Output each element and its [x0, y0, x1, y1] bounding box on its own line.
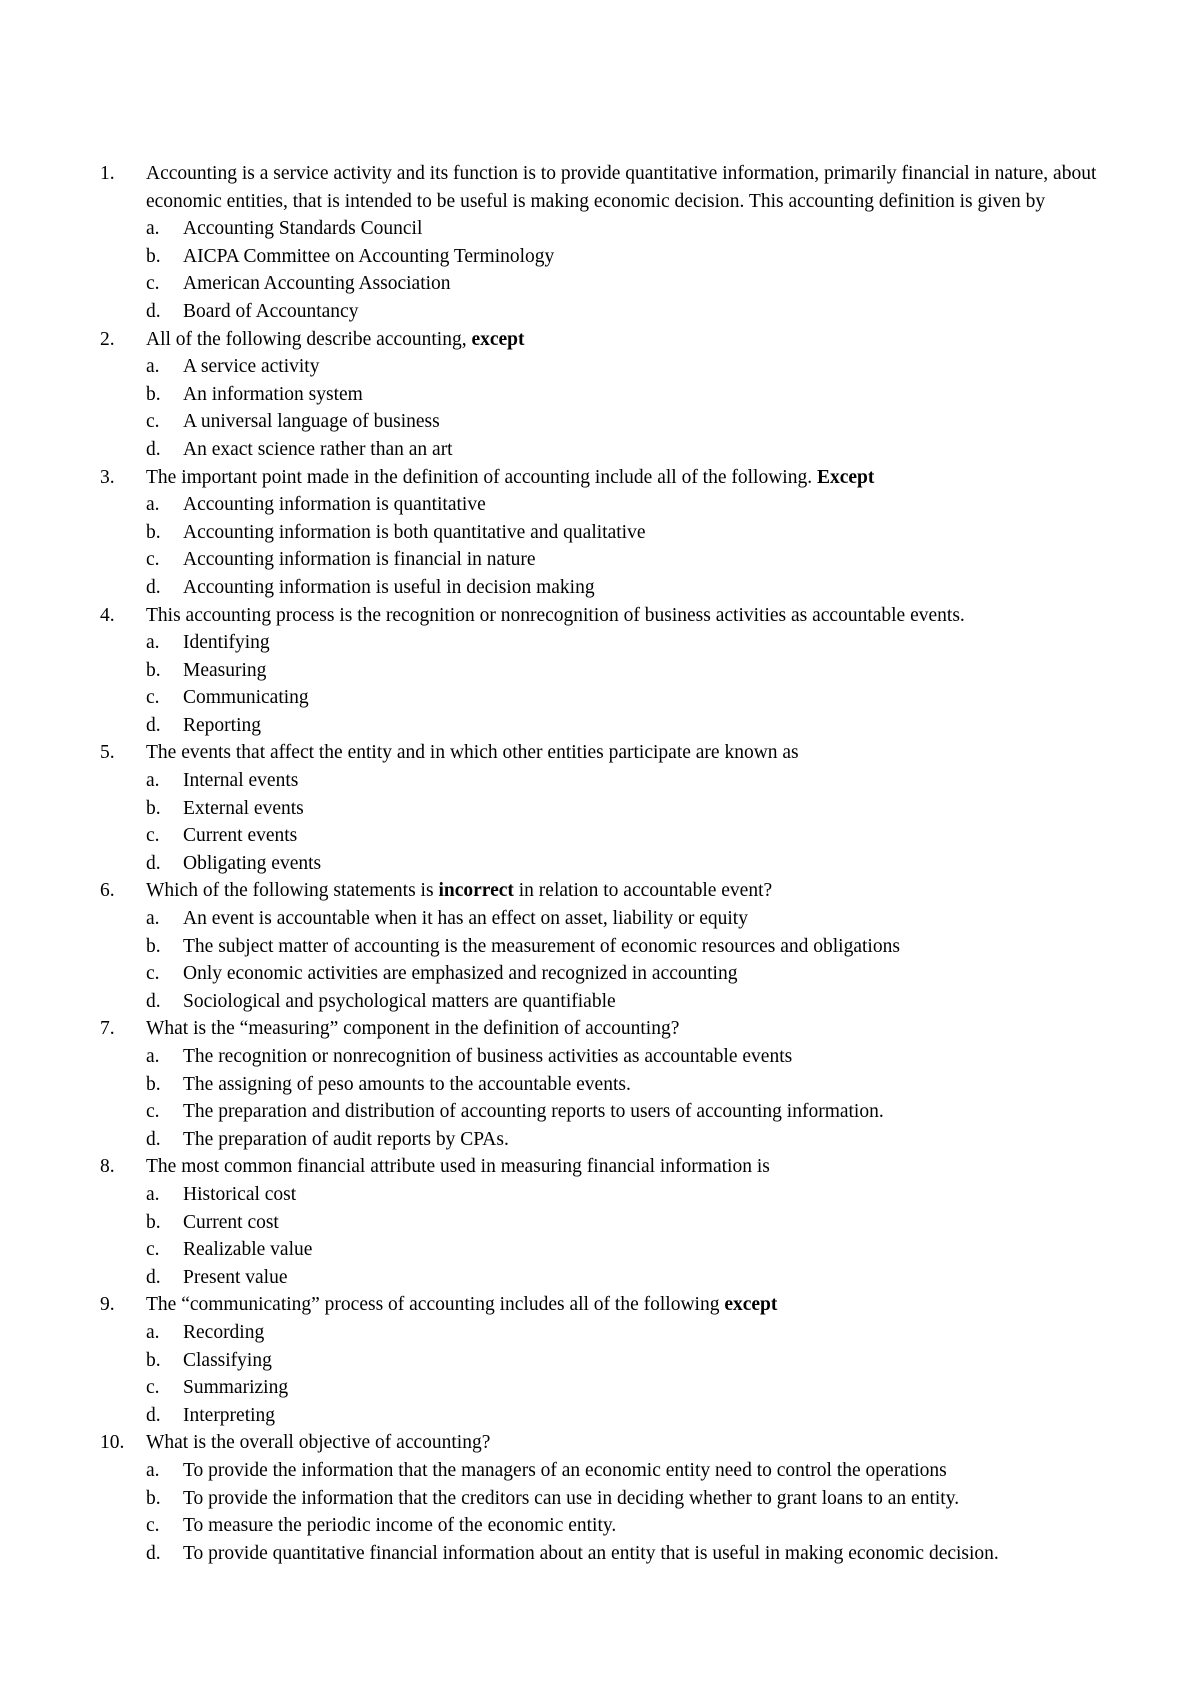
option-item-c	[100, 1512, 1110, 1540]
option-list	[100, 1181, 1110, 1291]
option-letter: b.	[146, 659, 161, 681]
option-item-d	[100, 574, 1110, 602]
question-stem	[100, 464, 1110, 492]
question-text-part: What is the overall objective of accounting?	[146, 1432, 491, 1454]
option-text: Reporting	[183, 714, 261, 736]
option-letter: d.	[146, 1128, 161, 1150]
option-item-a	[100, 1319, 1110, 1347]
option-letter: b.	[146, 383, 161, 405]
option-letter: d.	[146, 852, 161, 874]
option-letter: a.	[146, 632, 160, 654]
question-text	[146, 742, 799, 763]
option-item-d	[100, 1264, 1110, 1292]
option-text: Measuring	[183, 659, 267, 681]
option-item-a	[100, 767, 1110, 795]
option-text: Accounting information is both quantitative and qualitative	[183, 521, 646, 543]
option-item-d	[100, 298, 1110, 326]
option-letter: c.	[146, 1515, 160, 1537]
option-item-c	[100, 684, 1110, 712]
option-text: To measure the periodic income of the economic entity.	[183, 1515, 617, 1537]
option-letter: a.	[146, 494, 160, 516]
option-item-b	[100, 1347, 1110, 1375]
question-number: 1.	[100, 163, 115, 184]
option-item-a	[100, 1181, 1110, 1209]
option-text: An information system	[183, 383, 363, 405]
option-text: Realizable value	[183, 1239, 313, 1261]
option-letter: a.	[146, 1459, 160, 1481]
option-text: Only economic activities are emphasized and recognized in accounting	[183, 963, 738, 985]
option-letter: a.	[146, 908, 160, 930]
option-item-a	[100, 1457, 1110, 1485]
question-text	[146, 329, 525, 350]
option-text: The preparation of audit reports by CPAs.	[183, 1128, 509, 1150]
option-list	[100, 767, 1110, 877]
option-letter: d.	[146, 990, 161, 1012]
option-text: Identifying	[183, 632, 270, 654]
option-item-d	[100, 1126, 1110, 1154]
option-item-d	[100, 850, 1110, 878]
option-letter: c.	[146, 963, 160, 985]
option-item-d	[100, 1540, 1110, 1568]
option-text: The subject matter of accounting is the measurement of economic resources and obligations	[183, 935, 900, 957]
option-item-a	[100, 629, 1110, 657]
question-item-10	[100, 1429, 1110, 1567]
question-text	[146, 467, 874, 488]
question-emphasis: Except	[816, 466, 875, 488]
question-number: 6.	[100, 880, 115, 902]
question-item-4	[100, 602, 1110, 740]
option-item-d	[100, 436, 1110, 464]
option-text: Accounting information is useful in decision making	[183, 576, 595, 598]
question-item-6	[100, 877, 1110, 1015]
question-emphasis: except	[471, 328, 525, 350]
option-letter: c.	[146, 1101, 160, 1123]
option-letter: c.	[146, 1239, 160, 1261]
option-text: Summarizing	[183, 1377, 289, 1399]
question-text-part: All of the following describe accounting,	[146, 328, 472, 350]
question-emphasis: except	[724, 1294, 778, 1316]
option-text: Communicating	[183, 687, 309, 709]
option-text: To provide the information that the creditors can use in deciding whether to grant loans to an entity.	[183, 1487, 960, 1509]
option-letter: d.	[146, 438, 161, 460]
option-list	[100, 1457, 1110, 1567]
option-text: To provide the information that the managers of an economic entity need to control the operations	[183, 1459, 947, 1481]
question-number: 3.	[100, 466, 115, 488]
option-text: Historical cost	[183, 1183, 297, 1205]
option-text: Obligating events	[183, 852, 322, 874]
question-item-7	[100, 1015, 1110, 1153]
question-text	[146, 1432, 490, 1453]
option-item-b	[100, 519, 1110, 547]
option-list	[100, 491, 1110, 601]
option-list	[100, 629, 1110, 739]
question-text-part: The important point made in the definition of accounting include all of the following.	[146, 466, 817, 488]
option-letter: a.	[146, 1183, 160, 1205]
option-letter: d.	[146, 1542, 161, 1564]
question-text-part: The “communicating” process of accounting includes all of the following	[146, 1294, 725, 1316]
option-letter: b.	[146, 1487, 161, 1509]
option-item-b	[100, 243, 1110, 271]
question-item-3	[100, 464, 1110, 602]
option-letter: d.	[146, 1266, 161, 1288]
option-item-b	[100, 657, 1110, 685]
option-letter: d.	[146, 1404, 161, 1426]
option-letter: a.	[146, 1321, 160, 1343]
option-text: An event is accountable when it has an effect on asset, liability or equity	[183, 908, 748, 930]
option-text: Board of Accountancy	[183, 300, 359, 322]
option-letter: d.	[146, 300, 161, 322]
option-letter: c.	[146, 1377, 160, 1399]
question-stem	[100, 1153, 1110, 1181]
option-item-b	[100, 381, 1110, 409]
question-number: 9.	[100, 1294, 115, 1316]
option-item-c	[100, 1374, 1110, 1402]
option-list	[100, 905, 1110, 1015]
option-letter: a.	[146, 1046, 160, 1067]
option-item-c	[100, 408, 1110, 436]
option-item-c	[100, 822, 1110, 850]
option-list	[100, 215, 1110, 325]
question-emphasis: incorrect	[438, 880, 514, 902]
question-text	[146, 605, 965, 626]
question-text	[146, 880, 772, 901]
option-item-c	[100, 1098, 1110, 1126]
option-letter: b.	[146, 521, 161, 543]
option-text: Interpreting	[183, 1404, 276, 1426]
option-letter: b.	[146, 1211, 161, 1233]
option-item-d	[100, 712, 1110, 740]
question-stem	[100, 602, 1110, 630]
question-stem	[100, 1291, 1110, 1319]
option-text: Internal events	[183, 770, 299, 792]
option-text: To provide quantitative financial information about an entity that is useful in making economic decision.	[183, 1542, 999, 1564]
question-text-part: The events that affect the entity and in which other entities participate are known as	[146, 742, 799, 764]
option-text: The assigning of peso amounts to the accountable events.	[183, 1073, 631, 1095]
question-text	[146, 1294, 777, 1315]
question-stem	[100, 739, 1110, 767]
option-letter: c.	[146, 825, 160, 847]
question-text-part: What is the “measuring” component in the definition of accounting?	[146, 1018, 680, 1040]
option-letter: d.	[146, 714, 161, 736]
option-text: An exact science rather than an art	[183, 438, 453, 460]
option-text: Present value	[183, 1266, 288, 1288]
question-text-part: This accounting process is the recognition or nonrecognition of business activities as accountable events.	[146, 604, 965, 626]
option-text: AICPA Committee on Accounting Terminology	[183, 245, 555, 267]
question-stem	[100, 877, 1110, 905]
option-item-c	[100, 960, 1110, 988]
option-list	[100, 1319, 1110, 1429]
option-item-c	[100, 270, 1110, 298]
option-item-b	[100, 1209, 1110, 1237]
question-item-1	[100, 160, 1110, 326]
question-text	[146, 1156, 770, 1177]
option-letter: b.	[146, 1349, 161, 1371]
option-item-b	[100, 795, 1110, 823]
question-number: 4.	[100, 604, 115, 626]
question-list	[100, 160, 1110, 1567]
option-text: Accounting Standards Council	[183, 218, 423, 240]
question-number: 5.	[100, 742, 115, 764]
question-item-5	[100, 739, 1110, 877]
option-item-a	[100, 353, 1110, 381]
question-number: 10.	[100, 1432, 125, 1454]
option-letter: c.	[146, 411, 160, 433]
question-text	[146, 163, 1096, 212]
option-letter: b.	[146, 245, 161, 267]
question-text	[146, 1018, 679, 1039]
option-text: Current events	[183, 825, 298, 847]
option-text: Accounting information is quantitative	[183, 494, 486, 516]
question-text-part: Which of the following statements is	[146, 880, 439, 902]
question-number: 2.	[100, 328, 115, 350]
option-item-b	[100, 1071, 1110, 1099]
option-item-c	[100, 1236, 1110, 1264]
option-text: Accounting information is financial in nature	[183, 549, 536, 571]
question-stem	[100, 1015, 1110, 1043]
option-text: Sociological and psychological matters are quantifiable	[183, 990, 616, 1012]
question-number: 8.	[100, 1156, 115, 1178]
question-item-9	[100, 1291, 1110, 1429]
option-item-a	[100, 1043, 1110, 1071]
option-letter: b.	[146, 1073, 161, 1095]
option-text: The preparation and distribution of accounting reports to users of accounting information.	[183, 1101, 884, 1123]
option-text: The recognition or nonrecognition of business activities as accountable events	[183, 1046, 793, 1067]
option-text: Current cost	[183, 1211, 279, 1233]
option-letter: c.	[146, 687, 160, 709]
option-letter: a.	[146, 218, 160, 240]
option-list	[100, 1043, 1110, 1153]
option-item-c	[100, 546, 1110, 574]
question-item-8	[100, 1153, 1110, 1291]
option-text: Recording	[183, 1321, 265, 1343]
option-letter: b.	[146, 797, 161, 819]
question-text-part: Accounting is a service activity and its function is to provide quantitative information, primarily financial in nature, about economic entities, that is intended to be useful is making economic decision. This accounting definition is given by	[146, 163, 1097, 212]
option-list	[100, 353, 1110, 463]
question-item-2	[100, 326, 1110, 464]
option-letter: c.	[146, 273, 160, 295]
option-letter: c.	[146, 549, 160, 571]
question-stem	[100, 1429, 1110, 1457]
question-stem	[100, 160, 1110, 215]
option-letter: a.	[146, 356, 160, 378]
option-item-b	[100, 933, 1110, 961]
option-text: A service activity	[183, 356, 320, 378]
option-item-d	[100, 988, 1110, 1016]
option-item-d	[100, 1402, 1110, 1430]
option-text: A universal language of business	[183, 411, 440, 433]
option-text: American Accounting Association	[183, 273, 451, 295]
option-item-b	[100, 1485, 1110, 1513]
option-letter: a.	[146, 770, 160, 792]
option-text: External events	[183, 797, 304, 819]
question-number: 7.	[100, 1018, 115, 1040]
question-stem	[100, 326, 1110, 354]
option-item-a	[100, 491, 1110, 519]
option-item-a	[100, 215, 1110, 243]
option-item-a	[100, 905, 1110, 933]
option-text: Classifying	[183, 1349, 272, 1371]
option-letter: d.	[146, 576, 161, 598]
question-text-part: The most common financial attribute used in measuring financial information is	[146, 1156, 770, 1178]
question-text-part: in relation to accountable event?	[513, 880, 773, 902]
option-letter: b.	[146, 935, 161, 957]
